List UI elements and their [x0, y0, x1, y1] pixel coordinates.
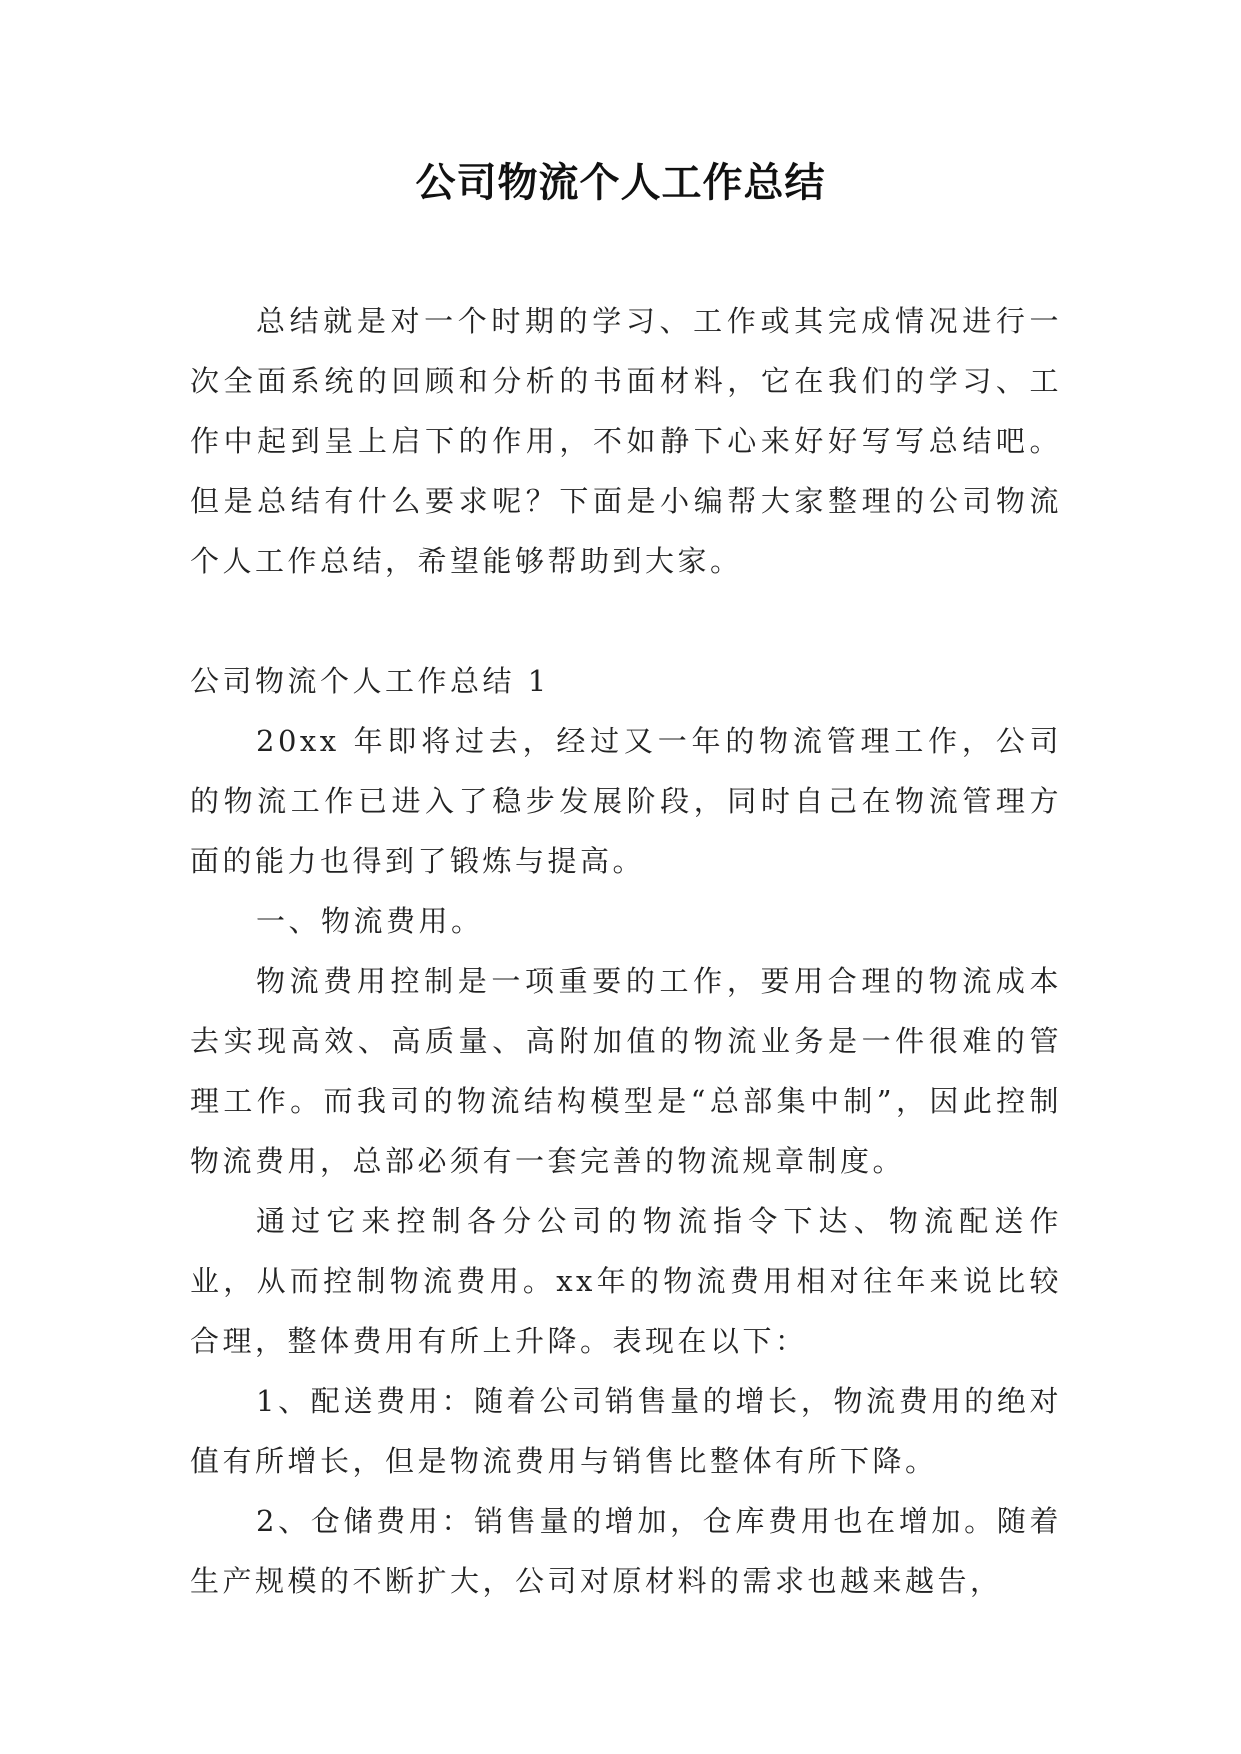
- page-title: 公司物流个人工作总结: [415, 160, 826, 206]
- body-paragraph: 物流费用控制是一项重要的工作，要用合理的物流成本去实现高效、高质量、高附加值的物流业务是一件很难的管理工作。而我司的物流结构模型是“总部集中制”，因此控制物流费用，总部必须有一套完善的物流规章制度。: [190, 964, 1062, 1178]
- list-heading: 一、物流费用。: [256, 904, 484, 938]
- list-item: 1、配送费用：随着公司销售量的增长，物流费用的绝对值有所增长，但是物流费用与销售比整体有所下降。: [190, 1384, 1062, 1478]
- intro-paragraph: 总结就是对一个时期的学习、工作或其完成情况进行一次全面系统的回顾和分析的书面材料，它在我们的学习、工作中起到呈上启下的作用，不如静下心来好好写写总结吧。但是总结有什么要求呢？下面是小编帮大家整理的公司物流个人工作总结，希望能够帮助到大家。: [190, 304, 1062, 578]
- section-heading: 公司物流个人工作总结 1: [190, 664, 550, 698]
- body-paragraph: 通过它来控制各分公司的物流指令下达、物流配送作业，从而控制物流费用。xx年的物流费用相对往年来说比较合理，整体费用有所上升降。表现在以下：: [190, 1204, 1062, 1358]
- body-paragraph: 20xx 年即将过去，经过又一年的物流管理工作，公司的物流工作已进入了稳步发展阶段，同时自己在物流管理方面的能力也得到了锻炼与提高。: [190, 724, 1062, 878]
- list-item: 2、仓储费用：销售量的增加，仓库费用也在增加。随着生产规模的不断扩大，公司对原材料的需求也越来越告，: [190, 1504, 1062, 1598]
- paragraph-spacer: [190, 591, 1062, 651]
- document-body: [190, 291, 1062, 1611]
